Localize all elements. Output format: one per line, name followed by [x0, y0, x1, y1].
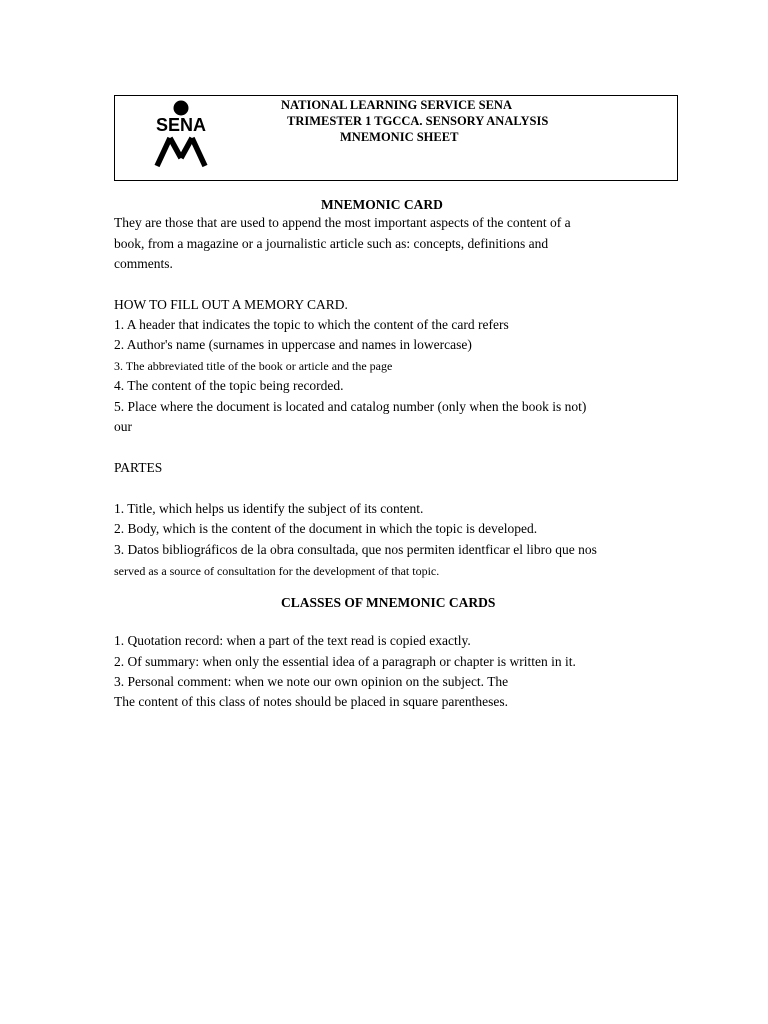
classes-item-2: 2. Of summary: when only the essential idea of a paragraph or chapter is written in it.: [114, 654, 576, 669]
header-institution: NATIONAL LEARNING SERVICE SENA: [281, 98, 512, 112]
parts-heading: PARTES: [114, 460, 163, 475]
howto-item-4: 4. The content of the topic being recorded.: [114, 378, 344, 393]
intro-line-1: They are those that are used to append the most important aspects of the content of a: [114, 215, 571, 230]
howto-item-5: 5. Place where the document is located and catalog number (only when the book is not): [114, 399, 587, 414]
section-title-classes: CLASSES OF MNEMONIC CARDS: [281, 595, 496, 610]
parts-item-3-continued: served as a source of consultation for the development of that topic.: [114, 564, 440, 578]
howto-item-3: 3. The abbreviated title of the book or article and the page: [114, 359, 393, 373]
intro-line-3: comments.: [114, 256, 173, 271]
classes-item-1: 1. Quotation record: when a part of the text read is copied exactly.: [114, 633, 471, 648]
howto-heading: HOW TO FILL OUT A MEMORY CARD.: [114, 297, 348, 312]
header-course: TRIMESTER 1 TGCCA. SENSORY ANALYSIS: [287, 114, 549, 128]
logo-wordmark: SENA: [155, 115, 207, 135]
classes-item-3-continued: The content of this class of notes should be placed in square parentheses.: [114, 694, 509, 709]
sena-logo: [141, 98, 219, 170]
parts-item-1: 1. Title, which helps us identify the subject of its content.: [114, 501, 424, 516]
parts-item-2: 2. Body, which is the content of the document in which the topic is developed.: [114, 521, 538, 536]
howto-item-1: 1. A header that indicates the topic to which the content of the card refers: [114, 317, 509, 332]
howto-item-2: 2. Author's name (surnames in uppercase and names in lowercase): [114, 337, 472, 352]
howto-item-5-continued: our: [114, 419, 132, 434]
section-title-mnemonic-card: MNEMONIC CARD: [321, 197, 443, 212]
parts-item-3: 3. Datos bibliográficos de la obra consultada, que nos permiten identficar el libro que nos: [114, 542, 597, 557]
header-box: [114, 95, 678, 181]
header-sheet-title: MNEMONIC SHEET: [340, 130, 459, 144]
classes-item-3: 3. Personal comment: when we note our own opinion on the subject. The: [114, 674, 509, 689]
intro-line-2: book, from a magazine or a journalistic article such as: concepts, definitions and: [114, 236, 549, 251]
